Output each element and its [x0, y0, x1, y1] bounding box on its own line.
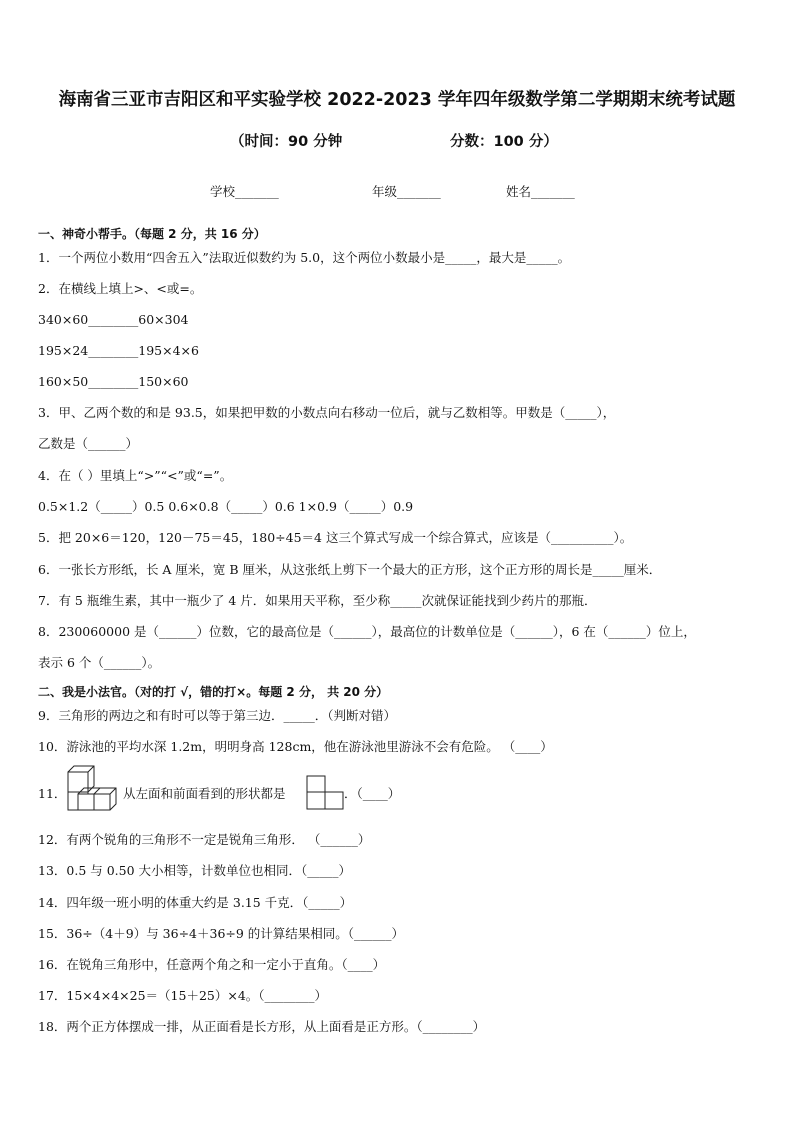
question-15: 15．36÷（4＋9）与 36÷4＋36÷9 的计算结果相同。（______） [38, 926, 405, 941]
cube-stack-figure [64, 764, 122, 814]
exam-title: 海南省三亚市吉阳区和平实验学校 2022-2023 学年四年级数学第二学期期末统考试题 [58, 90, 736, 110]
question-14: 14．四年级一班小明的体重大约是 3.15 千克．（_____） [38, 895, 353, 910]
question-16: 16．在锐角三角形中，任意两个角之和一定小于直角。（____） [38, 957, 386, 972]
question-18: 18．两个正方体摆成一排，从正面看是长方形，从上面看是正方形。（________） [38, 1019, 486, 1034]
grade-field: 年级_______ [372, 184, 441, 199]
exam-score: 分数：100 分） [450, 134, 558, 150]
question-5: 5．把 20×6＝120，120－75＝45，180÷45＝4 这三个算式写成一个综合算式，应该是（__________）。 [38, 530, 633, 545]
question-11-number: 11． [38, 786, 67, 801]
question-3-line2: 乙数是（______） [38, 436, 139, 451]
question-2a: 340×60________60×304 [38, 312, 189, 327]
question-1: 1．一个两位小数用“四舍五入”法取近似数约为 5.0，这个两位小数最小是_____，最大是_____。 [38, 250, 571, 265]
question-11-text: 从左面和前面看到的形状都是 [123, 786, 286, 801]
question-2b: 195×24________195×4×6 [38, 343, 199, 358]
name-field: 姓名_______ [506, 184, 575, 199]
question-8-line2: 表示 6 个（______）。 [38, 655, 161, 670]
question-4a: 0.5×1.2（_____）0.5 0.6×0.8（_____）0.6 1×0.9（_____）0.9 [38, 499, 414, 514]
section-1-heading: 一、神奇小帮手。（每题 2 分，共 16 分） [38, 227, 266, 241]
question-4: 4．在（ ）里填上“>”“<”或“=”。 [38, 468, 233, 483]
question-12: 12．有两个锐角的三角形不一定是锐角三角形． （______） [38, 832, 371, 847]
question-3-line1: 3．甲、乙两个数的和是 93.5，如果把甲数的小数点向右移动一位后，就与乙数相等。甲数是（_____）， [38, 405, 616, 420]
two-square-view-figure [306, 775, 344, 811]
question-9: 9．三角形的两边之和有时可以等于第三边．_____．（判断对错） [38, 708, 396, 723]
school-field: 学校_______ [210, 184, 279, 199]
question-6: 6．一张长方形纸，长 A 厘米，宽 B 厘米，从这张纸上剪下一个最大的正方形，这个正方形的周长是_____厘米． [38, 562, 662, 577]
question-11-tail: ．（____） [344, 786, 401, 801]
section-2-heading: 二、我是小法官。（对的打 √，错的打×。每题 2 分， 共 20 分） [38, 685, 389, 699]
question-2: 2．在横线上填上>、<或=。 [38, 281, 203, 296]
exam-time: （时间：90 分钟 [230, 134, 343, 150]
question-10: 10．游泳池的平均水深 1.2m，明明身高 128cm，他在游泳池里游泳不会有危险。 （____） [38, 739, 553, 754]
question-8-line1: 8．230060000 是（______）位数，它的最高位是（______），最高位的计数单位是（______），6 在（______）位上， [38, 624, 696, 639]
question-17: 17．15×4×4×25＝（15＋25）×4。（________） [38, 988, 328, 1003]
question-13: 13．0.5 与 0.50 大小相等，计数单位也相同．（_____） [38, 863, 352, 878]
question-7: 7．有 5 瓶维生素，其中一瓶少了 4 片．如果用天平称，至少称_____次就保证能找到少药片的那瓶． [38, 593, 597, 608]
question-2c: 160×50________150×60 [38, 374, 189, 389]
